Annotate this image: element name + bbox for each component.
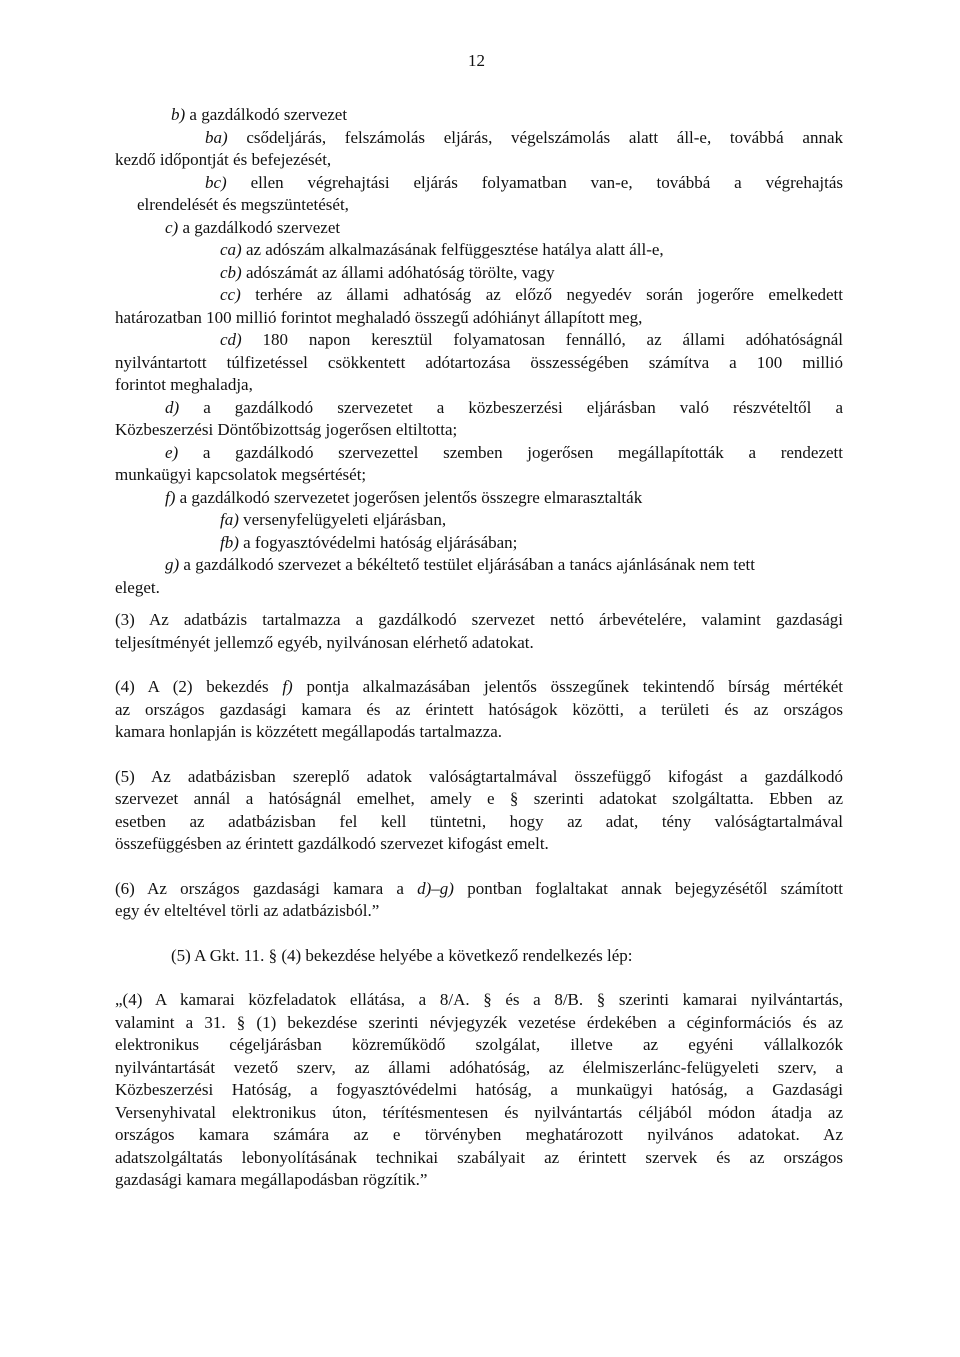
paragraph-5 (115, 766, 843, 856)
text-line: teljesítményét jellemző egyéb, nyilvánosan elérhető adatokat. (115, 632, 534, 652)
item-text: eleget. (115, 577, 160, 597)
item-text: a gazdálkodó szervezet (178, 217, 341, 237)
item-text: határozatban 100 millió forintot meghaladó összegű adóhiányt állapított meg, (115, 307, 643, 327)
item-label: e) (165, 442, 179, 462)
list-line (115, 239, 843, 262)
item-label: ba) (205, 127, 228, 147)
list-line (115, 194, 843, 217)
item-text: nyilvántartott túlfizetéssel csökkentett adótartozása összességében számítva a 100 millió (115, 352, 843, 372)
document-body (115, 104, 843, 1192)
item-text: a gazdálkodó szervezetet jogerősen jelentős összegre elmarasztalták (175, 487, 643, 507)
text-line: kamara honlapján is közzétett megállapodás tartalmazza. (115, 722, 503, 741)
list-line (115, 464, 843, 487)
item-text: terhére az állami adhatóság az előző negyedév során jogerőre emelkedett (240, 285, 843, 304)
list-line (115, 172, 843, 195)
list-line (115, 284, 843, 307)
text-line: összefüggésben az érintett gazdálkodó szervezet kifogást emelt. (115, 834, 549, 853)
text-line: (6) Az országos gazdasági kamara a d)–g) pontban foglaltakat annak bejegyzésétől számított (115, 878, 843, 898)
text-line: egy év elteltével törli az adatbázisból.” (115, 901, 380, 920)
paragraph-4 (115, 676, 843, 744)
item-text: munkaügyi kapcsolatok megsértését; (115, 465, 367, 484)
text-line: Versenyhivatal elektronikus úton, térítésmentesen és nyilvántartás céljából módon átadja az (115, 1102, 843, 1122)
item-label: ca) (220, 240, 242, 259)
list-line (115, 419, 843, 442)
text-line: (5) Az adatbázisban szereplő adatok valóságtartalmával összefüggő kifogást a gazdálkodó (115, 766, 843, 786)
list-line (115, 127, 843, 150)
list-line (115, 104, 843, 127)
item-text: kezdő időpontját és befejezését, (115, 150, 332, 169)
list-line (115, 577, 843, 600)
text-line: Közbeszerzési Hatóság, a fogyasztóvédelmi hatóság, a munkaügyi hatóság, a Gazdasági (115, 1080, 843, 1099)
list-line (115, 374, 843, 397)
item-label: d) (165, 397, 180, 417)
list-line (115, 509, 843, 532)
item-text: a gazdálkodó szervezettel szemben jogerősen megállapították a rendezett (178, 442, 843, 462)
page-number: 12 (468, 51, 485, 70)
item-text: a fogyasztóvédelmi hatóság eljárásában; (238, 532, 518, 552)
list-line (115, 149, 843, 172)
text-line: esetben az adatbázisban fel kell tüntetni, hogy az adat, tény valóságtartalmával (115, 811, 843, 831)
list-line (115, 329, 843, 352)
item-text: a gazdálkodó szervezetet a közbeszerzési eljárásban való részvételtől a (179, 397, 843, 417)
list-line (115, 554, 843, 577)
item-text: Közbeszerzési Döntőbizottság jogerősen eltiltotta; (115, 420, 458, 439)
item-label: cb) (220, 262, 242, 282)
text-line: valamint a 31. § (1) bekezdése szerinti névjegyzék vezetése érdekében a céginformációs és az (115, 1012, 843, 1032)
item-label: fb) (220, 532, 239, 552)
item-text: elrendelését és megszüntetését, (137, 195, 349, 214)
list-line (115, 262, 843, 285)
list-line (115, 307, 843, 330)
text-line: „(4) A kamarai közfeladatok ellátása, a 8/A. § és a 8/B. § szerinti kamarai nyilvántartás, (115, 990, 843, 1009)
item-label: b) (171, 105, 186, 124)
item-text: a gazdálkodó szervezet (185, 105, 348, 124)
list-line (115, 532, 843, 555)
list-line (115, 442, 843, 465)
item-label: f) (165, 487, 176, 507)
list-line (115, 397, 843, 420)
text-line: (3) Az adatbázis tartalmazza a gazdálkodó szervezet nettó árbevételére, valamint gazdasági (115, 610, 843, 629)
amendment-intro: (5) A Gkt. 11. § (4) bekezdése helyébe a következő rendelkezés lép: (171, 945, 633, 965)
text-line: adatszolgáltatás lebonyolításának technikai szabályait az érintett szervek és az országos (115, 1147, 843, 1167)
text-line: elektronikus cégeljárásban közreműködő szolgálat, illetve az egyéni vállalkozók (115, 1035, 843, 1054)
list-block (115, 104, 843, 599)
item-label: cc) (220, 285, 241, 304)
item-text: adószámát az állami adóhatóság törölte, vagy (241, 262, 555, 282)
item-text: forintot meghaladja, (115, 375, 253, 394)
list-line (115, 352, 843, 375)
item-text: csődeljárás, felszámolás eljárás, végelszámolás alatt áll-e, továbbá annak (227, 127, 843, 147)
text-line: az országos gazdasági kamara és az érintett hatóságok közötti, a területi és az országos (115, 699, 843, 719)
list-line (115, 217, 843, 240)
item-text: versenyfelügyeleti eljárásban, (238, 510, 447, 529)
text-line: (4) A (2) bekezdés f) pontja alkalmazásában jelentős összegűnek tekintendő bírság mértékét (115, 677, 843, 696)
item-label: g) (165, 555, 180, 574)
item-label: cd) (220, 330, 242, 349)
text-line: országos kamara számára az e törvényben meghatározott nyilvános adatokat. Az (115, 1125, 843, 1144)
text-line: gazdasági kamara megállapodásban rögzítik.” (115, 1170, 428, 1189)
text-line: szervezet annál a hatóságnál emelhet, amely e § szerinti adatokat szolgáltatta. Ebben az (115, 789, 843, 808)
quoted-provision (115, 989, 843, 1192)
item-text: ellen végrehajtási eljárás folyamatban van-e, továbbá a végrehajtás (226, 172, 843, 192)
item-label: bc) (205, 172, 227, 192)
item-text: az adószám alkalmazásának felfüggesztése hatálya alatt áll-e, (241, 240, 664, 259)
item-label: c) (165, 217, 179, 237)
item-label: fa) (220, 510, 239, 529)
item-text: 180 napon keresztül folyamatosan fennálló, az állami adóhatóságnál (241, 330, 843, 349)
list-line (115, 487, 843, 510)
paragraph-6 (115, 878, 843, 923)
item-text: a gazdálkodó szervezet a békéltető testület eljárásában a tanács ajánlásának nem tett (179, 555, 755, 574)
text-line: nyilvántartását vezető szerv, az állami adóhatóság, az élelmiszerlánc-felügyeleti szerv, a (115, 1057, 843, 1077)
paragraph-3 (115, 609, 843, 654)
